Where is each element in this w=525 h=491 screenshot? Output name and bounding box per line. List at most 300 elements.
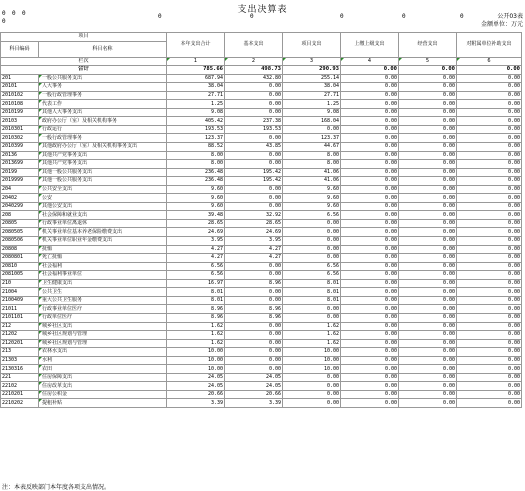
amount-cell: 236.48 — [167, 168, 225, 177]
table-row — [1, 382, 522, 391]
amount-cell: 43.85 — [225, 143, 283, 152]
zero-cell: 0 — [22, 10, 26, 17]
column-index: 5 — [399, 57, 457, 66]
table-row — [1, 168, 522, 177]
amount-cell: 0.00 — [341, 228, 399, 237]
amount-cell: 168.04 — [283, 117, 341, 126]
subject-name: 住房公积金 — [39, 390, 167, 399]
amount-cell: 255.14 — [283, 74, 341, 83]
subject-code: 21303 — [1, 356, 39, 365]
amount-cell: 0.00 — [225, 185, 283, 194]
amount-cell: 0.00 — [457, 262, 522, 271]
amount-cell: 0.00 — [399, 117, 457, 126]
table-row — [1, 399, 522, 408]
amount-cell: 0.00 — [457, 117, 522, 126]
subject-name: 其他共产党事务支出 — [39, 160, 167, 169]
amount-cell: 0.00 — [399, 83, 457, 92]
amount-cell: 32.92 — [225, 211, 283, 220]
table-row — [1, 313, 522, 322]
subject-name: 代表工作 — [39, 100, 167, 109]
amount-cell: 0.00 — [341, 382, 399, 391]
subject-code: 208 — [1, 211, 39, 220]
amount-cell: 41.06 — [283, 168, 341, 177]
amount-cell: 0.00 — [399, 348, 457, 357]
amount-cell: 0.00 — [399, 271, 457, 280]
amount-cell: 3.39 — [225, 399, 283, 408]
amount-cell: 1.62 — [167, 339, 225, 348]
header-total-expenditure: 本年支出合计 — [167, 33, 225, 58]
column-index: 1 — [167, 57, 225, 66]
subject-code: 2010399 — [1, 143, 39, 152]
amount-cell: 8.96 — [225, 313, 283, 322]
table-row — [1, 305, 522, 314]
amount-cell: 0.00 — [341, 348, 399, 357]
amount-cell: 0.00 — [457, 237, 522, 246]
amount-cell: 0.00 — [457, 399, 522, 408]
amount-cell: 8.01 — [283, 296, 341, 305]
amount-cell: 0.00 — [457, 74, 522, 83]
amount-cell: 9.08 — [167, 108, 225, 117]
amount-cell: 0.00 — [283, 382, 341, 391]
subject-name: 死亡抚恤 — [39, 254, 167, 263]
amount-cell: 0.00 — [457, 194, 522, 203]
amount-cell: 0.00 — [283, 237, 341, 246]
amount-cell: 0.00 — [457, 356, 522, 365]
form-number: 公开03表 — [497, 13, 523, 20]
amount-cell: 0.00 — [341, 245, 399, 254]
amount-cell: 10.00 — [167, 348, 225, 357]
column-index: 6 — [457, 57, 522, 66]
amount-cell: 0.00 — [399, 262, 457, 271]
amount-cell: 0.00 — [283, 254, 341, 263]
amount-cell: 0.00 — [341, 356, 399, 365]
subject-name: 行政运行 — [39, 125, 167, 134]
amount-cell: 0.00 — [283, 373, 341, 382]
amount-cell: 38.04 — [167, 83, 225, 92]
amount-cell: 0.00 — [457, 219, 522, 228]
amount-cell: 0.00 — [399, 339, 457, 348]
amount-cell: 0.00 — [283, 125, 341, 134]
amount-cell: 0.00 — [225, 91, 283, 100]
amount-cell: 9.08 — [283, 108, 341, 117]
subject-code: 20810 — [1, 262, 39, 271]
amount-cell: 0.00 — [225, 288, 283, 297]
subject-code: 2010108 — [1, 100, 39, 109]
zero-cell: 0 — [340, 13, 344, 20]
table-row — [1, 245, 522, 254]
table-row — [1, 185, 522, 194]
header-subsidiary-subsidy: 对附属单位补助支出 — [457, 33, 522, 58]
amount-cell: 0.00 — [457, 271, 522, 280]
amount-cell: 0.00 — [341, 331, 399, 340]
amount-cell: 3.95 — [225, 237, 283, 246]
amount-cell: 0.00 — [225, 83, 283, 92]
table-row — [1, 117, 522, 126]
amount-cell: 0.00 — [283, 219, 341, 228]
amount-cell: 0.00 — [225, 160, 283, 169]
top-zero-row — [0, 10, 525, 28]
amount-cell: 6.56 — [283, 211, 341, 220]
subject-name: 其他一般公共服务支出 — [39, 168, 167, 177]
amount-cell: 0.00 — [225, 108, 283, 117]
amount-cell: 0.00 — [457, 322, 522, 331]
amount-cell: 0.00 — [341, 185, 399, 194]
amount-cell: 0.00 — [341, 143, 399, 152]
amount-cell: 0.00 — [341, 219, 399, 228]
amount-cell: 0.00 — [457, 125, 522, 134]
amount-cell: 8.00 — [283, 151, 341, 160]
amount-cell: 20.66 — [225, 390, 283, 399]
amount-cell: 0.00 — [283, 313, 341, 322]
amount-cell: 0.00 — [225, 331, 283, 340]
amount-cell: 0.00 — [341, 237, 399, 246]
amount-cell: 0.00 — [399, 177, 457, 186]
amount-cell: 123.37 — [167, 134, 225, 143]
table-row — [1, 108, 522, 117]
subject-code: 20103 — [1, 117, 39, 126]
amount-cell: 0.00 — [399, 185, 457, 194]
amount-cell: 0.00 — [341, 202, 399, 211]
amount-cell: 0.00 — [283, 245, 341, 254]
amount-cell: 0.00 — [225, 194, 283, 203]
total-label: 合计 — [1, 66, 167, 75]
subject-name: 重大公共卫生服务 — [39, 296, 167, 305]
amount-cell: 0.00 — [225, 356, 283, 365]
amount-cell: 0.00 — [341, 365, 399, 374]
subject-name: 机关事业单位职业年金缴费支出 — [39, 237, 167, 246]
table-row — [1, 331, 522, 340]
amount-cell: 0.00 — [341, 279, 399, 288]
amount-cell: 0.00 — [399, 219, 457, 228]
subject-code: 21004 — [1, 288, 39, 297]
table-row — [1, 348, 522, 357]
amount-cell: 0.00 — [341, 390, 399, 399]
amount-cell: 0.00 — [399, 151, 457, 160]
subject-code: 2013699 — [1, 160, 39, 169]
amount-cell: 0.00 — [457, 134, 522, 143]
header-code: 科目编码 — [1, 41, 39, 57]
table-row — [1, 228, 522, 237]
subject-name: 人大事务 — [39, 83, 167, 92]
amount-cell: 8.96 — [167, 313, 225, 322]
amount-cell: 0.00 — [399, 399, 457, 408]
subject-name: 其他政府办公厅（室）及相关机构事务支出 — [39, 143, 167, 152]
table-row — [1, 219, 522, 228]
subject-name: 城乡社区支出 — [39, 322, 167, 331]
amount-cell: 0.00 — [457, 91, 522, 100]
amount-cell: 8.00 — [167, 151, 225, 160]
amount-cell: 0.00 — [225, 134, 283, 143]
zero-cell: 0 — [158, 13, 162, 20]
amount-cell: 0.00 — [399, 211, 457, 220]
table-note: 注：本表反映部门本年度各项支出情况。 — [2, 484, 111, 491]
amount-cell: 44.67 — [283, 143, 341, 152]
amount-cell: 1.62 — [283, 339, 341, 348]
amount-cell: 0.00 — [341, 305, 399, 314]
amount-cell: 0.00 — [283, 305, 341, 314]
table-row — [1, 134, 522, 143]
amount-cell: 0.00 — [341, 313, 399, 322]
amount-cell: 0.00 — [283, 390, 341, 399]
amount-cell: 0.00 — [399, 143, 457, 152]
amount-cell: 0.00 — [225, 296, 283, 305]
subject-name: 城乡社区规划与管理 — [39, 339, 167, 348]
amount-cell: 10.00 — [283, 356, 341, 365]
amount-cell: 0.00 — [225, 262, 283, 271]
subject-name: 农田 — [39, 365, 167, 374]
amount-cell: 24.69 — [225, 228, 283, 237]
amount-cell: 24.05 — [167, 373, 225, 382]
amount-cell: 237.38 — [225, 117, 283, 126]
total-value: 290.93 — [283, 66, 341, 75]
subject-name: 卫生健康支出 — [39, 279, 167, 288]
amount-cell: 8.01 — [283, 279, 341, 288]
amount-cell: 41.06 — [283, 177, 341, 186]
subject-code: 2010102 — [1, 91, 39, 100]
amount-cell: 27.71 — [167, 91, 225, 100]
amount-cell: 0.00 — [341, 83, 399, 92]
amount-cell: 0.00 — [457, 313, 522, 322]
amount-cell: 28.65 — [225, 219, 283, 228]
amount-cell: 0.00 — [457, 348, 522, 357]
amount-cell: 0.00 — [283, 228, 341, 237]
amount-cell: 8.96 — [225, 279, 283, 288]
amount-cell: 4.27 — [167, 254, 225, 263]
amount-cell: 0.00 — [457, 305, 522, 314]
table-row — [1, 160, 522, 169]
amount-cell: 10.00 — [167, 365, 225, 374]
amount-cell: 9.60 — [167, 194, 225, 203]
amount-cell: 405.42 — [167, 117, 225, 126]
amount-cell: 8.01 — [167, 296, 225, 305]
amount-cell: 8.00 — [283, 160, 341, 169]
amount-cell: 0.00 — [341, 91, 399, 100]
amount-cell: 0.00 — [225, 151, 283, 160]
amount-cell: 0.00 — [399, 74, 457, 83]
amount-cell: 0.00 — [341, 271, 399, 280]
amount-cell: 1.62 — [283, 331, 341, 340]
subject-code: 20136 — [1, 151, 39, 160]
amount-cell: 0.00 — [341, 160, 399, 169]
column-index-label: 栏次 — [1, 57, 167, 66]
amount-cell: 9.60 — [283, 185, 341, 194]
amount-cell: 0.00 — [399, 365, 457, 374]
amount-cell: 0.00 — [457, 331, 522, 340]
header-project-expenditure: 项目支出 — [283, 33, 341, 58]
amount-cell: 0.00 — [225, 339, 283, 348]
amount-cell: 0.00 — [399, 390, 457, 399]
table-row — [1, 194, 522, 203]
amount-cell: 0.00 — [399, 237, 457, 246]
amount-cell: 0.00 — [457, 185, 522, 194]
amount-cell: 0.00 — [341, 108, 399, 117]
amount-cell: 0.00 — [225, 100, 283, 109]
subject-name: 行政事业单位医疗 — [39, 305, 167, 314]
subject-name: 行政单位医疗 — [39, 313, 167, 322]
subject-code: 21011 — [1, 305, 39, 314]
amount-cell: 1.62 — [167, 331, 225, 340]
amount-cell: 0.00 — [341, 288, 399, 297]
amount-cell: 9.60 — [283, 194, 341, 203]
total-value: 0.00 — [399, 66, 457, 75]
amount-cell: 9.60 — [167, 202, 225, 211]
table-row — [1, 296, 522, 305]
amount-cell: 193.53 — [167, 125, 225, 134]
amount-cell: 0.00 — [399, 288, 457, 297]
amount-cell: 1.62 — [167, 322, 225, 331]
amount-cell: 24.05 — [167, 382, 225, 391]
table-row — [1, 254, 522, 263]
amount-cell: 10.00 — [283, 365, 341, 374]
amount-cell: 0.00 — [341, 134, 399, 143]
table-row — [1, 91, 522, 100]
subject-name: 公共安全支出 — [39, 185, 167, 194]
amount-cell: 8.00 — [167, 160, 225, 169]
subject-code: 2080801 — [1, 254, 39, 263]
subject-name: 公安 — [39, 194, 167, 203]
subject-code: 20805 — [1, 219, 39, 228]
table-row — [1, 74, 522, 83]
subject-code: 20199 — [1, 168, 39, 177]
amount-cell: 123.37 — [283, 134, 341, 143]
amount-cell: 4.27 — [225, 245, 283, 254]
amount-cell: 6.56 — [283, 262, 341, 271]
amount-cell: 0.00 — [225, 202, 283, 211]
table-row — [1, 151, 522, 160]
zero-cell: 0 — [460, 13, 464, 20]
amount-cell: 0.00 — [225, 322, 283, 331]
amount-cell: 24.05 — [225, 382, 283, 391]
table-row — [1, 390, 522, 399]
amount-cell: 0.00 — [341, 373, 399, 382]
amount-cell: 0.00 — [399, 194, 457, 203]
subject-code: 221 — [1, 373, 39, 382]
amount-cell: 0.00 — [225, 348, 283, 357]
table-row — [1, 373, 522, 382]
subject-name: 社会福利事业单位 — [39, 271, 167, 280]
amount-cell: 0.00 — [341, 168, 399, 177]
subject-name: 住房保障支出 — [39, 373, 167, 382]
header-operating: 经营支出 — [399, 33, 457, 58]
subject-code: 2130316 — [1, 365, 39, 374]
amount-cell: 0.00 — [399, 296, 457, 305]
amount-cell: 0.00 — [341, 100, 399, 109]
subject-name: 行政事业单位离退休 — [39, 219, 167, 228]
amount-cell: 0.00 — [399, 254, 457, 263]
subject-code: 212 — [1, 322, 39, 331]
subject-code: 2120201 — [1, 339, 39, 348]
amount-cell: 0.00 — [457, 390, 522, 399]
amount-cell: 195.42 — [225, 168, 283, 177]
amount-cell: 0.00 — [399, 382, 457, 391]
amount-cell: 0.00 — [399, 160, 457, 169]
amount-cell: 0.00 — [457, 339, 522, 348]
amount-cell: 0.00 — [341, 177, 399, 186]
subject-code: 20101 — [1, 83, 39, 92]
amount-cell: 39.48 — [167, 211, 225, 220]
amount-cell: 0.00 — [341, 117, 399, 126]
amount-cell: 0.00 — [341, 262, 399, 271]
amount-cell: 0.00 — [457, 365, 522, 374]
amount-cell: 0.00 — [225, 271, 283, 280]
subject-code: 2080505 — [1, 228, 39, 237]
subject-name: 城乡社区规划与管理 — [39, 331, 167, 340]
amount-cell: 24.05 — [225, 373, 283, 382]
amount-cell: 0.00 — [399, 305, 457, 314]
amount-cell: 0.00 — [399, 134, 457, 143]
amount-cell: 24.69 — [167, 228, 225, 237]
amount-cell: 687.94 — [167, 74, 225, 83]
amount-cell: 0.00 — [457, 151, 522, 160]
amount-cell: 0.00 — [283, 399, 341, 408]
table-row — [1, 271, 522, 280]
subject-code: 2010302 — [1, 134, 39, 143]
amount-cell: 0.00 — [225, 365, 283, 374]
amount-cell: 0.00 — [457, 211, 522, 220]
subject-name: 水利 — [39, 356, 167, 365]
amount-cell: 0.00 — [341, 194, 399, 203]
amount-cell: 88.52 — [167, 143, 225, 152]
amount-cell: 0.00 — [457, 160, 522, 169]
amount-cell: 27.71 — [283, 91, 341, 100]
subject-name: 一般行政管理事务 — [39, 134, 167, 143]
subject-name: 一般公共服务支出 — [39, 74, 167, 83]
amount-cell: 432.80 — [225, 74, 283, 83]
amount-cell: 0.00 — [457, 143, 522, 152]
subject-name: 农林水支出 — [39, 348, 167, 357]
amount-cell: 193.53 — [225, 125, 283, 134]
amount-cell: 8.96 — [225, 305, 283, 314]
amount-cell: 6.56 — [283, 271, 341, 280]
subject-name: 抚恤 — [39, 245, 167, 254]
column-index: 3 — [283, 57, 341, 66]
subject-code: 2019999 — [1, 177, 39, 186]
total-value: 785.66 — [167, 66, 225, 75]
table-row — [1, 237, 522, 246]
subject-code: 20808 — [1, 245, 39, 254]
amount-cell: 0.00 — [341, 296, 399, 305]
subject-code: 213 — [1, 348, 39, 357]
header-remit-upper: 上缴上级支出 — [341, 33, 399, 58]
subject-code: 20402 — [1, 194, 39, 203]
total-value: 0.00 — [341, 66, 399, 75]
subject-name: 公共卫生 — [39, 288, 167, 297]
amount-cell: 0.00 — [341, 254, 399, 263]
amount-cell: 0.00 — [399, 228, 457, 237]
subject-code: 22102 — [1, 382, 39, 391]
zero-cell: 0 — [2, 18, 6, 25]
amount-cell: 4.27 — [225, 254, 283, 263]
amount-cell: 0.00 — [457, 382, 522, 391]
amount-cell: 0.00 — [399, 313, 457, 322]
amount-cell: 0.00 — [457, 296, 522, 305]
amount-cell: 0.00 — [457, 100, 522, 109]
subject-name: 机关事业单位基本养老保险缴费支出 — [39, 228, 167, 237]
amount-cell: 0.00 — [457, 202, 522, 211]
amount-cell: 0.00 — [341, 399, 399, 408]
subject-code: 2040299 — [1, 202, 39, 211]
total-value: 0.00 — [457, 66, 522, 75]
amount-cell: 4.27 — [167, 245, 225, 254]
amount-cell: 0.00 — [457, 254, 522, 263]
subject-code: 2010199 — [1, 108, 39, 117]
subject-name: 住房改革支出 — [39, 382, 167, 391]
subject-name: 政府办公厅（室）及相关机构事务 — [39, 117, 167, 126]
amount-cell: 1.25 — [283, 100, 341, 109]
subject-code: 2010301 — [1, 125, 39, 134]
subject-name: 一般行政管理事务 — [39, 91, 167, 100]
amount-cell: 0.00 — [399, 245, 457, 254]
